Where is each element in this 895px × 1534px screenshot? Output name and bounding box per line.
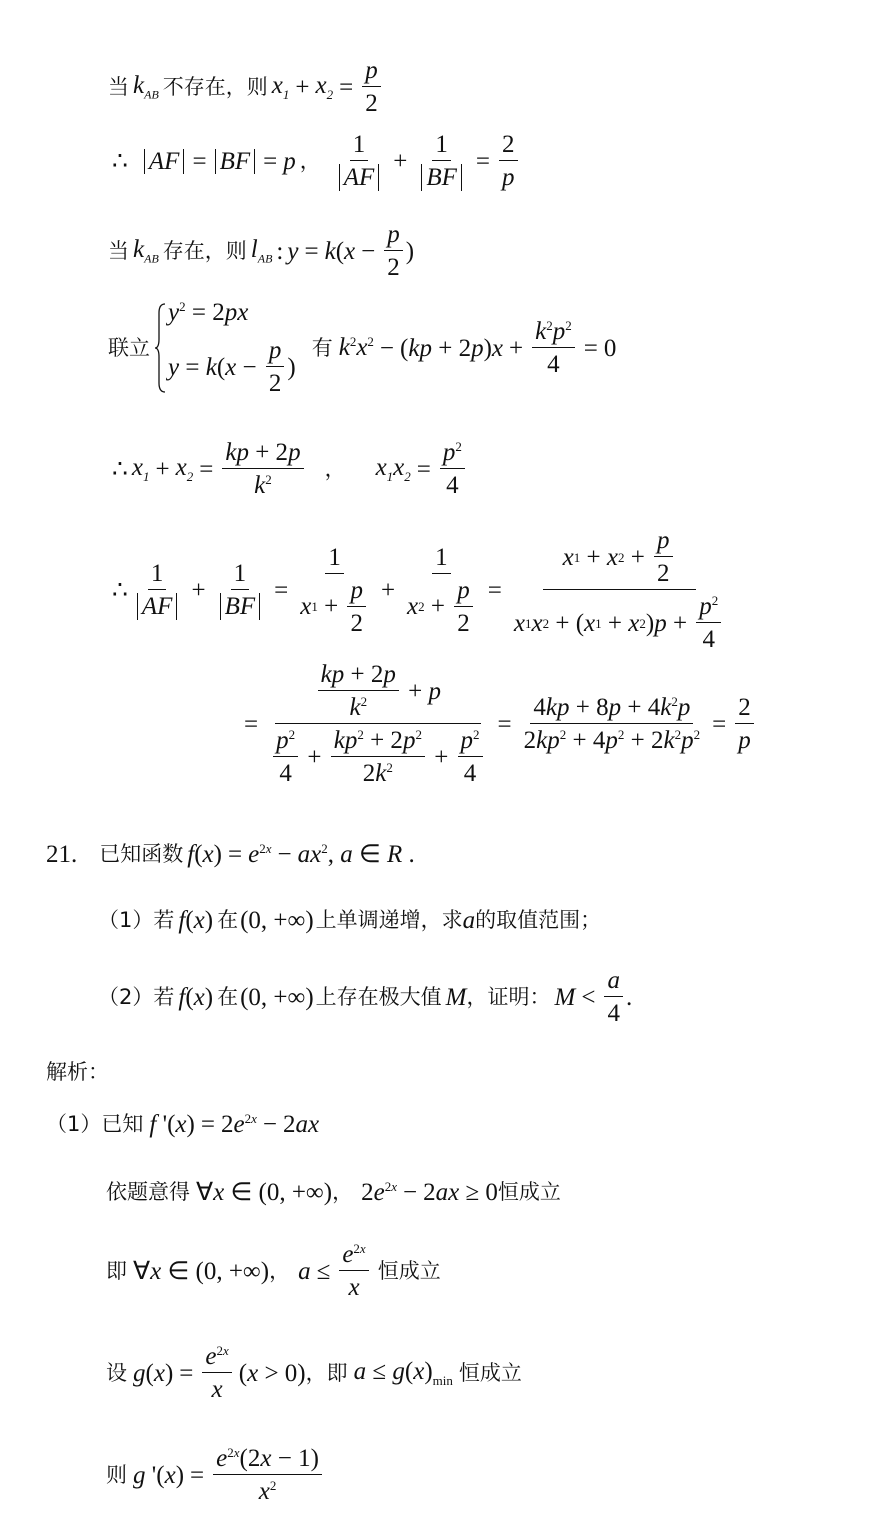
therefore-symbol: ∴ (112, 455, 128, 483)
text-solution: 解析： (46, 1060, 109, 1084)
text-in: 在 (217, 908, 239, 932)
text-always-holds: 恒成立 (458, 1360, 522, 1385)
therefore-symbol: ∴ (112, 576, 128, 604)
solution-title (46, 1062, 109, 1083)
fraction-p-over-2: $\frac{p}{2}$ (384, 222, 403, 280)
text-prove: ，证明： (466, 984, 551, 1009)
solution-step-inequality: 即 ∀x ∈ (0, +∞) ， a ≤ $\frac{e^{2x}}{x}$ 恒成立 (106, 1241, 441, 1302)
problem-21-part-2: （2）若 f(x) 在 (0, +∞) 上存在极大值 M ，证明： M < $\frac{a}{4}$ . (98, 967, 633, 1027)
text-then: 则 (106, 1462, 127, 1487)
text-always-holds: 恒成立 (497, 1180, 561, 1205)
problem-21-stem: 21. 已知函数 f(x) = $e^{2x}$ − $ax^2$, a ∈ R . (46, 841, 415, 869)
math-kab: $k_{AB}$ (133, 236, 159, 266)
fraction-combined: x 1 + x 2 + $\frac{p}{2}$ x 1 x 2 + ( x 1 + x 2 ) p + $\frac{p^2}{4}$ (511, 528, 727, 652)
fraction-2-over-p: $\frac{2}{p}$ (499, 132, 518, 190)
text-have: 有 (311, 335, 333, 360)
math-abs-af: AF (144, 149, 185, 174)
text-in: 在 (217, 984, 239, 1009)
text-let: 设 (106, 1360, 127, 1385)
math-x1: $x_1$ (271, 72, 290, 102)
text-by-condition: 依题意得 (106, 1180, 190, 1205)
text-known: （1）已知 (46, 1112, 144, 1137)
text-when: 当 (108, 238, 129, 263)
text-comma: ， (332, 1180, 354, 1205)
fraction-1-over-bf: $\frac{1}{BF}$ (416, 132, 467, 190)
math-lab: $l_{AB}$ (250, 236, 273, 266)
fraction-sum: $\frac{kp + 2p}{k^2}$ (222, 440, 303, 498)
text-not-exist: 不存在，则 (162, 74, 268, 99)
text-simultaneous: 联立 (108, 335, 150, 360)
fraction-expanded: $\frac{4kp + 8p + 4k^2p}{2kp^2 + 4p^2 + 2k^2p^2}$ (523, 694, 701, 755)
solution-step-derivative: （1）已知 f '(x) = $2e^{2x}$ − 2ax (46, 1111, 320, 1139)
text-monotonic: 上单调递增，求 (315, 908, 463, 932)
part1-label: （1）若 (98, 908, 175, 932)
solution-step-define-g: 设 g(x) = $\frac{e^{2x}}{x}$ (x > 0) ，即 $a \le g(x)_{min}$ 恒成立 (106, 1343, 522, 1404)
text-exists: 存在，则 (162, 238, 247, 263)
text-given-function: 已知函数 (99, 842, 184, 867)
text-max-exists: 上存在极大值 (315, 984, 442, 1009)
therefore-symbol: ∴ (112, 147, 128, 175)
problem-21-part-1: （1）若 f(x) 在 (0, +∞) 上单调递增，求 a 的取值范围； (98, 907, 602, 934)
text-comma: ， (299, 148, 321, 173)
fraction-1-over-af: $\frac{1}{AF}$ (334, 132, 385, 190)
line-af-bf-equal-p: ∴ AF = BF = p ， $\frac{1}{AF}$ + $\frac{1}{BF}$ = $\frac{2}{p}$ (112, 132, 521, 190)
text-that-is: ，即 (305, 1360, 348, 1385)
fraction-result: $\frac{2}{p}$ (735, 695, 754, 753)
fraction-k2p2-over-4: $\frac{k^2p^2}{4}$ (532, 319, 575, 377)
text-range: 的取值范围； (475, 908, 602, 932)
line-kab-exists: 当 $k_{AB}$ 存在，则 $l_{AB}$ : y = k(x − $\frac{p}{2}$ ) (108, 221, 415, 281)
part2-label: （2）若 (98, 984, 175, 1009)
text-comma: ， (324, 456, 346, 481)
line-simultaneous-system: 联立 $y^2 = 2px$ y = k ( x − $\frac{p}{2}$ ) 有 $k^2x^2$ − (kp + 2p)x + $\frac{k^2p^2}{4}$ = 0 (108, 299, 617, 397)
text-when: 当 (108, 74, 129, 99)
text-comma: ， (269, 1258, 291, 1283)
solution-step-g-derivative: 则 g '(x) = $\frac{e^{2x}(2x - 1)}{x^2}$ (106, 1446, 325, 1504)
line-vieta: ∴ $x_1$ + $x_2$ = $\frac{kp + 2p}{k^2}$ ， $x_1x_2$ = $\frac{p^2}{4}$ (112, 440, 468, 498)
math-kab: $k_{AB}$ (133, 72, 159, 102)
line-reciprocal-sum: ∴ $\frac{1}{AF}$ + $\frac{1}{BF}$ = 1 x 1 + $\frac{p}{2}$ + 1 x 2 + $\frac{p}{2}$ = x 1 + x 2 + $\frac{p}{2}$ x 1 x 2 + ( x 1 + x 2 ) p + $\frac{p^2}{4}$ (112, 528, 730, 652)
math-abs-bf: BF (215, 149, 256, 174)
text-period: . (625, 983, 633, 1011)
math-x2: $x_2$ (315, 72, 334, 102)
problem-number: 21. (46, 841, 78, 869)
fraction-substituted: $\frac{kp + 2p}{k^2}$ + p $\frac{p^2}{4}$ + $\frac{kp^2 + 2p^2}{2k^2}$ + $\frac{p^2}{4}$ (267, 662, 488, 786)
solution-step-condition: 依题意得 ∀x ∈ (0, +∞) ， $2e^{2x}$ − 2ax ≥ 0 恒成立 (106, 1179, 561, 1207)
text-that-is: 即 (106, 1258, 127, 1283)
left-brace-icon (154, 303, 166, 393)
line-simplification: = $\frac{kp + 2p}{k^2}$ + p $\frac{p^2}{4}$ + $\frac{kp^2 + 2p^2}{2k^2}$ + $\frac{p^2}{4}$ = $\frac{4kp + 8p + 4k^2p}{2kp^2 + 4p^2 + 2k^2p^2}$ = $\frac{2}{p}$ (238, 662, 757, 786)
fraction-product: $\frac{p^2}{4}$ (440, 440, 465, 498)
equation-system: $y^2 = 2px$ y = k ( x − $\frac{p}{2}$ ) (154, 300, 296, 396)
text-always-holds: 恒成立 (377, 1258, 441, 1283)
fraction-p-over-2: $\frac{p}{2}$ (362, 58, 381, 116)
line-kab-not-exist: 当 $k_{AB}$ 不存在，则 $x_1$ + $x_2$ = $\frac{p}{2}$ (108, 58, 384, 116)
